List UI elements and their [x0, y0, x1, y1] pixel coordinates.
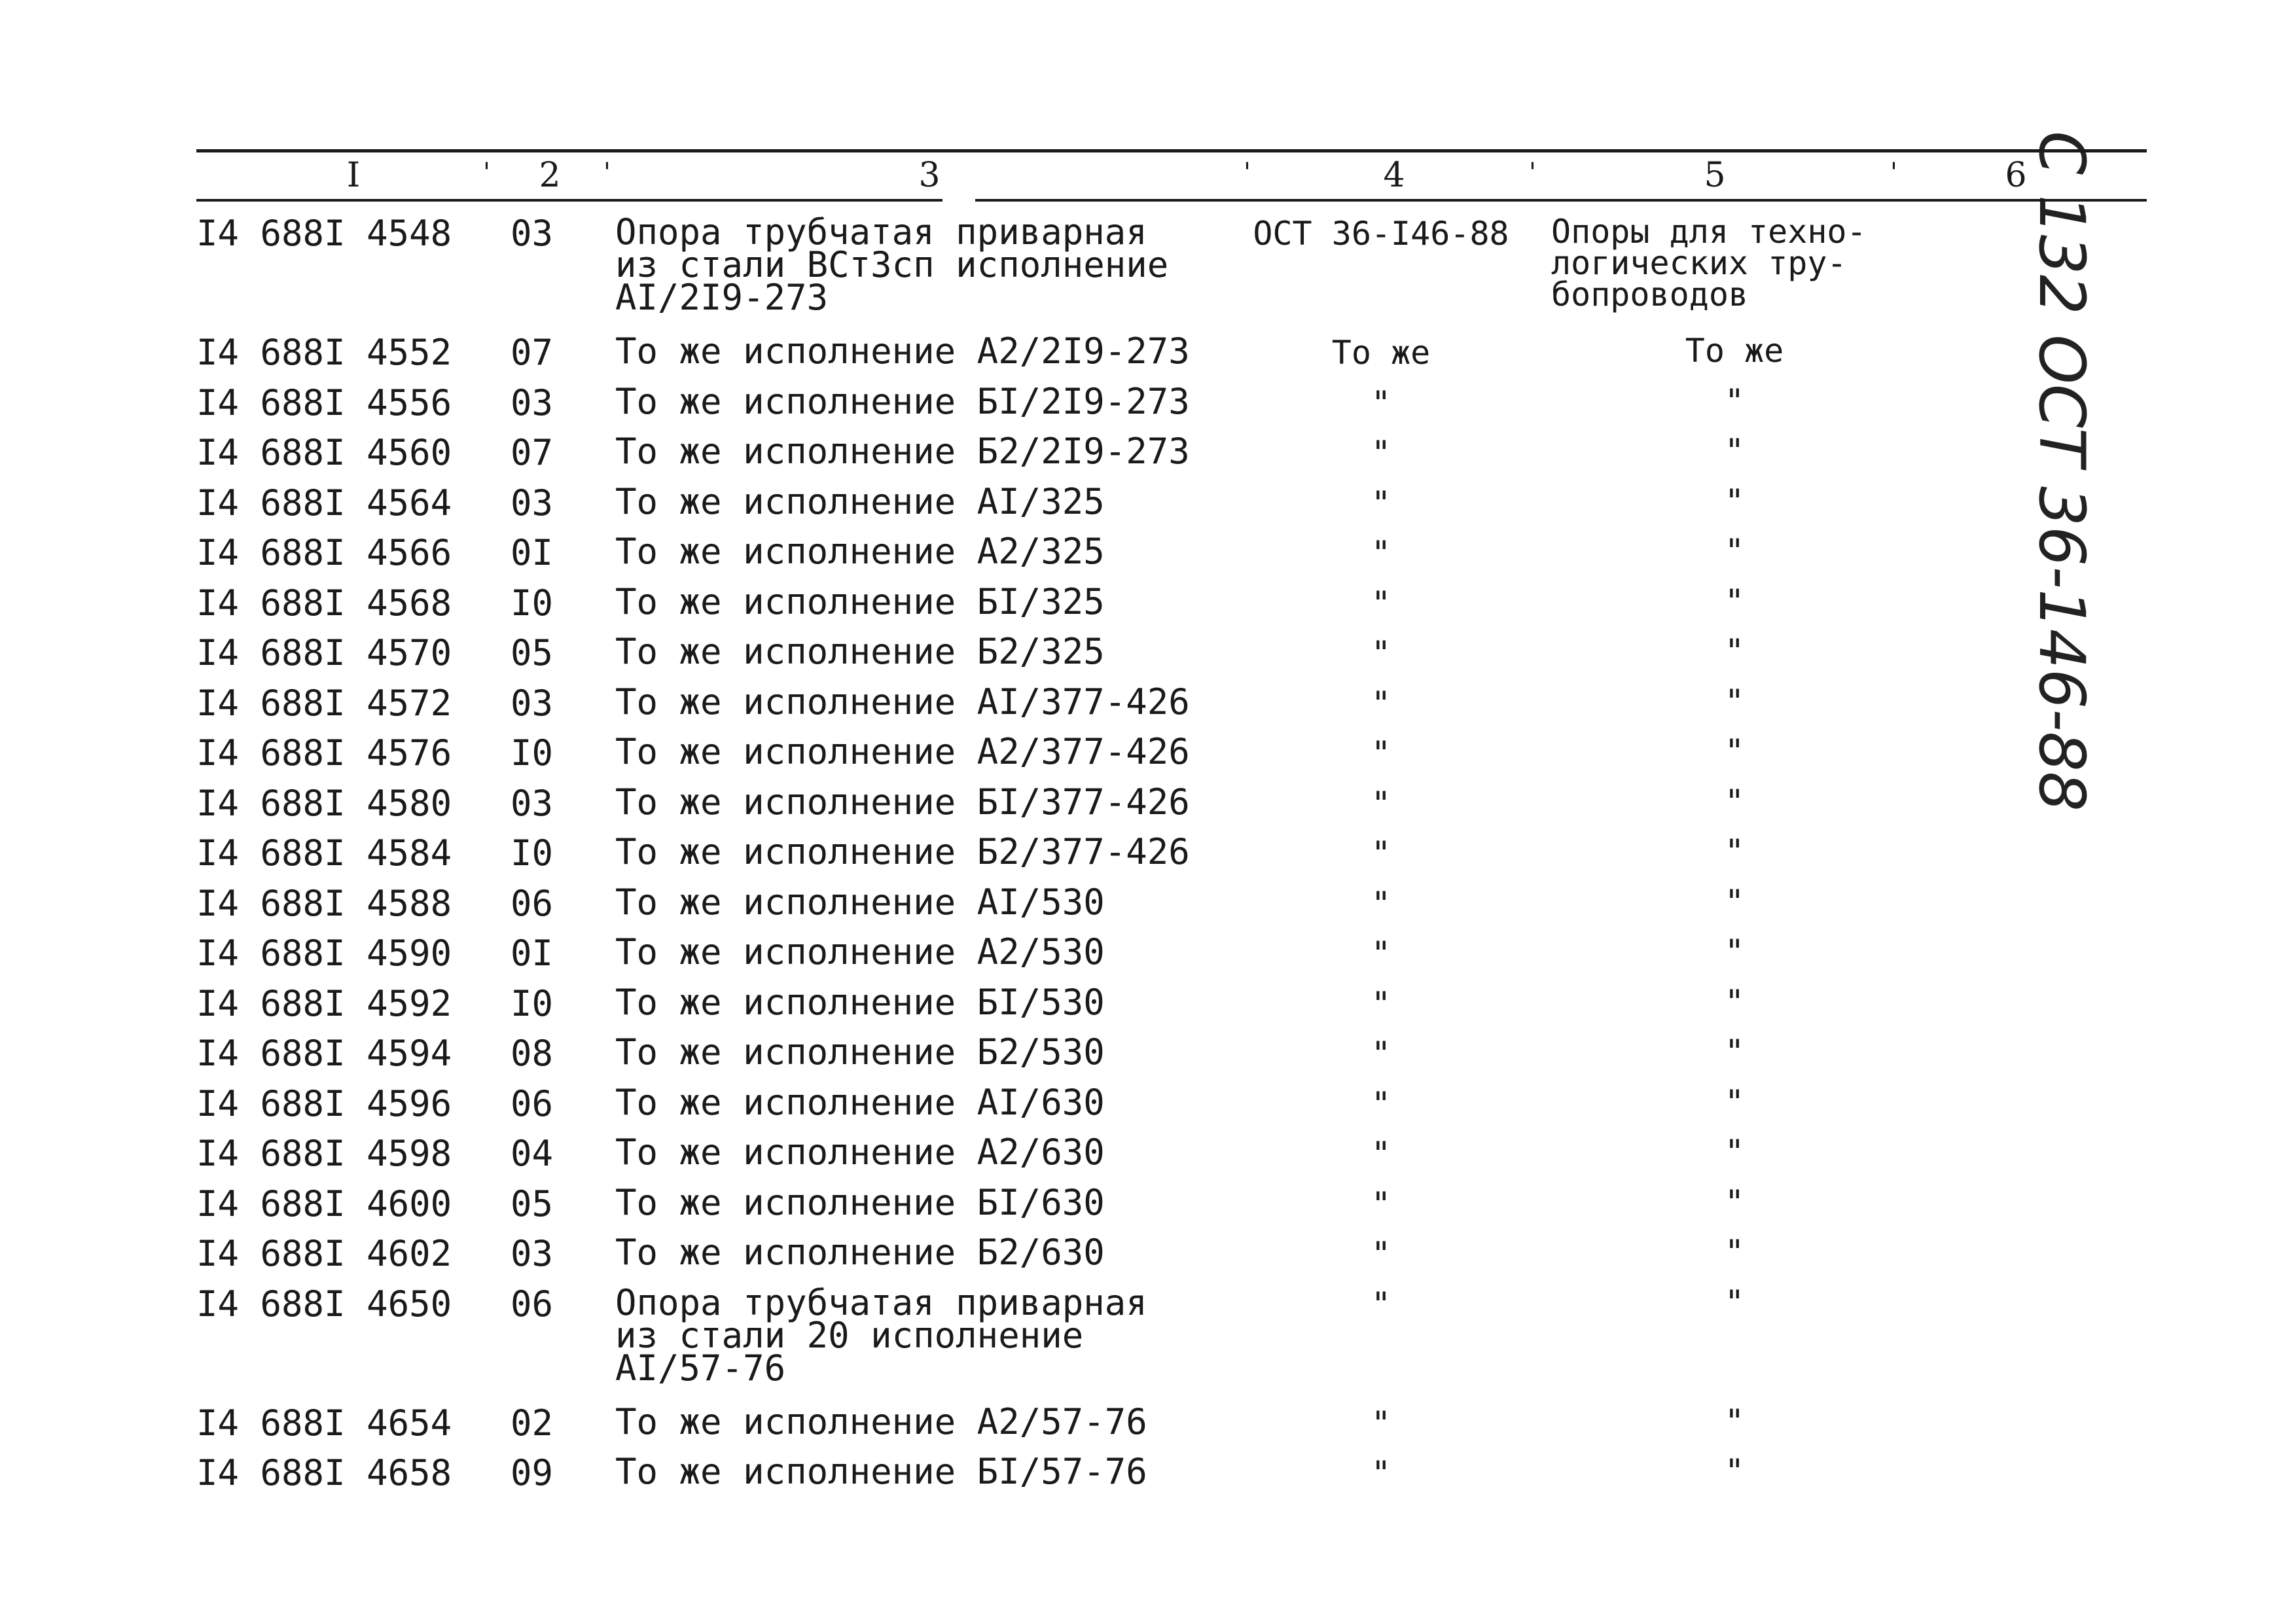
item-code: I4 688I 4556	[196, 382, 452, 423]
item-code: I4 688I 4560	[196, 432, 452, 473]
header-bottom-rule	[196, 199, 942, 202]
item-standard: "	[1371, 884, 1391, 923]
item-description: То же исполнение Б2/325	[615, 631, 1105, 672]
item-standard: "	[1371, 1285, 1391, 1323]
item-number: 07	[511, 332, 554, 373]
item-number: 06	[511, 882, 554, 924]
item-description: То же исполнение А2/630	[615, 1132, 1105, 1173]
item-number: I0	[511, 832, 554, 874]
item-standard: "	[1371, 1135, 1391, 1173]
item-description: То же исполнение А2/377-426	[615, 731, 1190, 772]
item-code: I4 688I 4564	[196, 482, 452, 524]
item-note: "	[1724, 832, 1745, 870]
item-code: I4 688I 4576	[196, 732, 452, 774]
item-number: 03	[511, 1233, 554, 1274]
item-description: Опора трубчатая приварная из стали 20 исполнение АI/57-76	[615, 1281, 1147, 1389]
table-top-rule	[196, 149, 2147, 152]
item-code: I4 688I 4596	[196, 1082, 452, 1124]
item-number: 03	[511, 482, 554, 524]
item-standard: "	[1371, 684, 1391, 722]
item-code: I4 688I 4594	[196, 1033, 452, 1074]
item-number: 04	[511, 1133, 554, 1174]
item-note: "	[1724, 1082, 1745, 1121]
item-note: "	[1724, 933, 1745, 971]
item-standard: "	[1371, 834, 1391, 872]
header-col-4: 4	[1383, 156, 1405, 195]
item-standard: "	[1371, 1404, 1391, 1442]
item-standard: "	[1371, 784, 1391, 823]
item-number: 0I	[511, 532, 554, 573]
item-note: "	[1724, 482, 1745, 520]
item-note: "	[1724, 782, 1745, 821]
item-code: I4 688I 4572	[196, 682, 452, 724]
header-divider: '	[1244, 158, 1251, 188]
item-note: "	[1724, 882, 1745, 921]
item-note: "	[1724, 432, 1745, 470]
item-standard: "	[1371, 584, 1391, 622]
item-code: I4 688I 4570	[196, 632, 452, 673]
item-standard: То же	[1331, 334, 1431, 372]
item-description: То же исполнение АI/630	[615, 1081, 1105, 1123]
item-description: То же исполнение А2/2I9-273	[615, 330, 1190, 372]
item-description: То же исполнение БI/530	[615, 981, 1105, 1023]
item-note: "	[1724, 982, 1745, 1021]
item-number: 05	[511, 1183, 554, 1224]
header-bottom-rule	[975, 199, 2147, 202]
item-number: 07	[511, 432, 554, 473]
item-code: I4 688I 4580	[196, 782, 452, 824]
item-standard: "	[1371, 1185, 1391, 1223]
item-note: "	[1724, 582, 1745, 620]
item-standard: "	[1371, 434, 1391, 472]
item-standard: "	[1371, 1035, 1391, 1073]
header-col-6: 6	[2005, 156, 2027, 195]
item-code: I4 688I 4552	[196, 332, 452, 373]
item-number: I0	[511, 582, 554, 624]
item-note: Опоры для техно- логических тру- бопроводов	[1551, 213, 1867, 313]
item-description: Опора трубчатая приварная из стали ВСт3сп исполнение АI/2I9-273	[615, 211, 1169, 318]
item-number: 03	[511, 382, 554, 423]
item-standard: "	[1371, 634, 1391, 672]
item-description: То же исполнение БI/57-76	[615, 1451, 1147, 1492]
item-number: 03	[511, 782, 554, 824]
item-description: То же исполнение Б2/530	[615, 1031, 1105, 1073]
item-standard: "	[1371, 1454, 1391, 1492]
item-code: I4 688I 4568	[196, 582, 452, 624]
item-code: I4 688I 4566	[196, 532, 452, 573]
item-number: 03	[511, 213, 554, 254]
item-note: "	[1724, 1283, 1745, 1321]
item-note: "	[1724, 1233, 1745, 1271]
item-note: "	[1724, 732, 1745, 770]
item-note: "	[1724, 382, 1745, 420]
item-number: I0	[511, 732, 554, 774]
item-description: То же исполнение АI/377-426	[615, 681, 1190, 722]
item-number: 06	[511, 1082, 554, 1124]
item-description: То же исполнение БI/2I9-273	[615, 380, 1190, 422]
item-code: I4 688I 4654	[196, 1402, 452, 1444]
item-code: I4 688I 4602	[196, 1233, 452, 1274]
item-standard: "	[1371, 734, 1391, 772]
item-standard: "	[1371, 984, 1391, 1023]
item-code: I4 688I 4588	[196, 882, 452, 924]
header-divider: '	[603, 158, 611, 188]
item-description: То же исполнение БI/377-426	[615, 781, 1190, 823]
item-description: То же исполнение БI/325	[615, 580, 1105, 622]
item-code: I4 688I 4598	[196, 1133, 452, 1174]
item-number: 09	[511, 1452, 554, 1493]
item-number: 05	[511, 632, 554, 673]
item-description: То же исполнение А2/57-76	[615, 1400, 1147, 1442]
header-col-1: I	[346, 156, 361, 195]
item-note: "	[1724, 1033, 1745, 1071]
item-note: "	[1724, 1452, 1745, 1490]
item-description: То же исполнение А2/530	[615, 931, 1105, 972]
item-number: 03	[511, 682, 554, 724]
item-code: I4 688I 4592	[196, 982, 452, 1024]
item-description: То же исполнение Б2/630	[615, 1232, 1105, 1273]
item-description: То же исполнение АI/530	[615, 881, 1105, 923]
item-note: "	[1724, 1133, 1745, 1171]
item-description: То же исполнение Б2/2I9-273	[615, 431, 1190, 472]
item-standard: ОСТ 36-I46-88	[1253, 215, 1509, 253]
header-col-3: 3	[918, 156, 941, 195]
item-code: I4 688I 4548	[196, 213, 452, 254]
item-description: То же исполнение АI/325	[615, 480, 1105, 522]
item-standard: "	[1371, 484, 1391, 522]
item-code: I4 688I 4584	[196, 832, 452, 874]
item-standard: "	[1371, 1084, 1391, 1123]
header-col-2: 2	[539, 156, 561, 195]
item-number: 0I	[511, 933, 554, 974]
header-divider: '	[1890, 158, 1897, 188]
header-divider: '	[483, 158, 490, 188]
item-code: I4 688I 4658	[196, 1452, 452, 1493]
item-code: I4 688I 4650	[196, 1283, 452, 1325]
item-note: "	[1724, 532, 1745, 570]
item-standard: "	[1371, 935, 1391, 972]
item-number: 06	[511, 1283, 554, 1325]
item-standard: "	[1371, 383, 1391, 422]
item-note: "	[1724, 682, 1745, 721]
header-divider: '	[1529, 158, 1536, 188]
item-standard: "	[1371, 1235, 1391, 1273]
item-code: I4 688I 4590	[196, 933, 452, 974]
item-note: "	[1724, 1402, 1745, 1440]
item-code: I4 688I 4600	[196, 1183, 452, 1224]
item-description: То же исполнение А2/325	[615, 531, 1105, 572]
item-note: "	[1724, 632, 1745, 670]
item-standard: "	[1371, 534, 1391, 572]
item-number: 08	[511, 1033, 554, 1074]
item-note: То же	[1685, 332, 1784, 370]
item-description: То же исполнение БI/630	[615, 1181, 1105, 1223]
header-col-5: 5	[1704, 156, 1726, 195]
item-note: "	[1724, 1183, 1745, 1221]
item-number: 02	[511, 1402, 554, 1444]
item-number: I0	[511, 982, 554, 1024]
margin-annotation: С 132 ОСТ 36-146-88	[2025, 131, 2098, 812]
item-description: То же исполнение Б2/377-426	[615, 831, 1190, 872]
table-header	[0, 156, 2296, 195]
